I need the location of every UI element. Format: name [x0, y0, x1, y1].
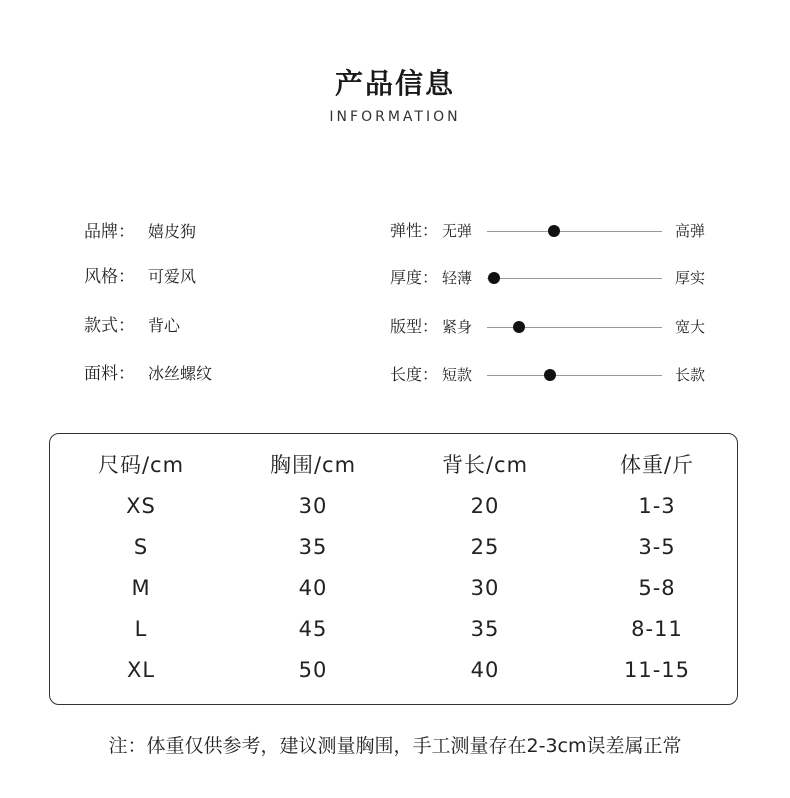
- attr-brand-value: 嬉皮狗: [148, 222, 197, 241]
- table-cell: 50: [298, 658, 328, 682]
- table-cell: 45: [298, 617, 328, 641]
- table-cell: L: [134, 617, 148, 641]
- scale-thickness-track: [487, 278, 662, 279]
- page-subtitle: INFORMATION: [329, 109, 461, 125]
- table-cell: 3-5: [638, 535, 676, 559]
- attr-style-value: 可爱风: [148, 267, 197, 286]
- attr-fabric-value: 冰丝螺纹: [148, 364, 213, 383]
- table-cell: 25: [470, 535, 500, 559]
- scale-elasticity-dot: [548, 225, 560, 237]
- scale-thickness-dot: [488, 272, 500, 284]
- table-cell: 5-8: [638, 576, 676, 600]
- attr-type: [84, 314, 180, 338]
- attr-brand-key: 品牌：: [84, 222, 135, 242]
- table-cell: 40: [298, 576, 328, 600]
- table-row: [50, 609, 737, 649]
- table-row: [50, 527, 737, 567]
- attr-fabric: [84, 362, 212, 386]
- scale-length-dot: [544, 369, 556, 381]
- table-cell: S: [133, 535, 149, 559]
- scale-fit-label: 版型：: [390, 317, 439, 336]
- size-table: [49, 433, 738, 705]
- table-header-cell: 体重/斤: [619, 453, 695, 477]
- scale-elasticity-track: [487, 231, 662, 232]
- scale-thickness-max: 厚实: [675, 269, 706, 287]
- table-cell: 40: [470, 658, 500, 682]
- scale-thickness-min: 轻薄: [442, 269, 473, 287]
- scale-fit-max: 宽大: [675, 318, 706, 336]
- table-cell: 20: [470, 494, 500, 518]
- scale-thickness: [390, 266, 720, 290]
- table-cell: 1-3: [638, 494, 676, 518]
- footnote: 注：体重仅供参考，建议测量胸围，手工测量存在2-3cm误差属正常: [108, 735, 682, 757]
- attr-type-key: 款式：: [84, 316, 135, 336]
- table-header-cell: 胸围/cm: [269, 453, 357, 477]
- table-header-row: [50, 445, 737, 485]
- attr-style: [84, 265, 196, 289]
- scale-elasticity-max: 高弹: [675, 222, 706, 240]
- table-header-cell: 背长/cm: [441, 453, 529, 477]
- table-cell: 11-15: [623, 658, 691, 682]
- table-cell: XL: [126, 658, 156, 682]
- scale-elasticity-label: 弹性：: [390, 221, 439, 240]
- scale-elasticity-min: 无弹: [442, 222, 473, 240]
- table-cell: M: [131, 576, 151, 600]
- attr-brand: [84, 220, 196, 244]
- scale-fit-min: 紧身: [442, 318, 473, 336]
- table-header-cell: 尺码/cm: [97, 453, 185, 477]
- scale-length: [390, 363, 720, 387]
- table-row: [50, 650, 737, 690]
- page-title: 产品信息: [334, 67, 455, 100]
- scale-length-min: 短款: [442, 366, 473, 384]
- scale-length-label: 长度：: [390, 365, 439, 384]
- table-row: [50, 568, 737, 608]
- scale-elasticity: [390, 219, 720, 243]
- scale-thickness-label: 厚度：: [390, 268, 439, 287]
- table-cell: 35: [298, 535, 328, 559]
- scale-fit: [390, 315, 720, 339]
- table-cell: 30: [298, 494, 328, 518]
- attr-fabric-key: 面料：: [84, 364, 135, 384]
- attr-style-key: 风格：: [84, 267, 135, 287]
- table-cell: 35: [470, 617, 500, 641]
- table-row: [50, 486, 737, 526]
- scale-length-max: 长款: [675, 366, 706, 384]
- table-cell: 8-11: [631, 617, 683, 641]
- table-cell: XS: [126, 494, 156, 518]
- scale-fit-dot: [513, 321, 525, 333]
- table-cell: 30: [470, 576, 500, 600]
- scale-length-track: [487, 375, 662, 376]
- attr-type-value: 背心: [148, 316, 181, 335]
